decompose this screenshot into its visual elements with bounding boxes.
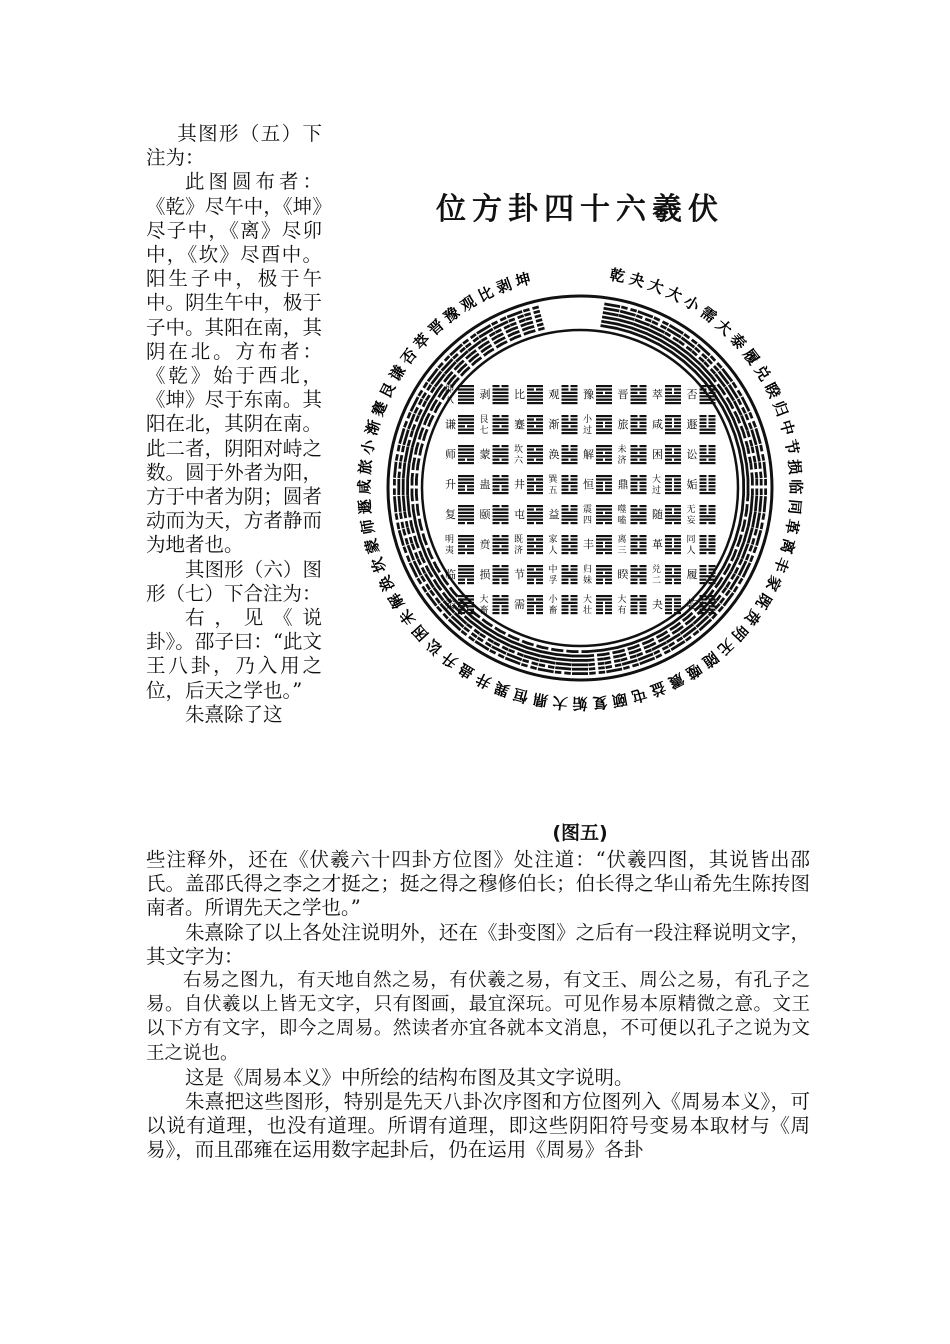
ring-label: 复 <box>591 692 609 713</box>
ring-label: 屯 <box>629 684 649 706</box>
ring-label: 随 <box>698 647 722 672</box>
square-hexagram <box>700 445 716 464</box>
body-text <box>146 848 810 1163</box>
square-label: 震四 <box>583 505 593 526</box>
ring-label: 节 <box>781 438 802 457</box>
ring-label: 无 <box>714 635 738 659</box>
square-hexagram <box>596 475 612 494</box>
ring-label: 井 <box>472 669 495 693</box>
square-label: 谦 <box>445 418 456 431</box>
square-label: 观 <box>548 388 560 401</box>
square-label: 恒 <box>583 478 594 491</box>
body-paragraph-5: 朱熹把这些图形，特别是先天八卦次序图和方位图列入《周易本义》，可以说有道理，也没有道理。所谓有道理，即这些阴阳符号变易本取材与《周易》，而且邵雍在运用数字起卦后，仍在运用《周易》各卦 <box>146 1090 810 1162</box>
square-hexagram <box>631 445 647 464</box>
square-label: 鼎 <box>617 478 629 491</box>
square-label: 比 <box>514 388 525 401</box>
ring-label: 恒 <box>511 684 531 706</box>
square-label: 巽五 <box>548 475 558 496</box>
square-hexagram <box>631 475 647 494</box>
square-label: 随 <box>652 508 663 521</box>
left-paragraph-5: 朱熹除了这 <box>185 702 283 726</box>
figure-title: 位方卦四十六羲伏 <box>436 192 724 227</box>
ring-label: 震 <box>665 669 688 693</box>
square-label: 升 <box>445 478 456 491</box>
ring-label: 未 <box>395 605 420 629</box>
body-paragraph-4: 这是《周易本义》中所绘的结构布图及其文字说明。 <box>185 1065 634 1089</box>
square-label: 遯 <box>686 418 698 431</box>
square-label: 小畜 <box>548 595 558 616</box>
ring-label: 大 <box>645 275 667 298</box>
ring-label: 乾 <box>608 265 627 286</box>
square-label: 益 <box>548 508 560 521</box>
ring-label: 同 <box>785 498 805 516</box>
square-hexagram <box>665 565 681 584</box>
hexagram-diagram <box>340 170 820 810</box>
square-hexagram <box>562 565 578 584</box>
square-label: 革 <box>652 538 663 551</box>
square-hexagram <box>493 595 509 614</box>
left-text-column <box>146 122 322 727</box>
square-label: 泰 <box>445 598 456 611</box>
body-paragraph-3: 右易之图九，有天地自然之易，有伏羲之易，有文王、周公之易，有孔子之易。自伏羲以上皆无文字，只有图画，最宜深玩。可见作易本原精微之意。文王以下方有文字，即今之周易。然读者亦宜各就本文消息，不可便以孔子之说为文王之说也。 <box>146 970 810 1064</box>
square-label: 渐 <box>548 418 560 431</box>
square-label: 蒙 <box>479 448 491 461</box>
square-label: 蹇 <box>514 418 525 431</box>
square-hexagram <box>527 595 543 614</box>
square-label: 晋 <box>617 388 629 401</box>
ring-label: 既 <box>752 589 776 612</box>
square-label: 无妄 <box>686 505 696 526</box>
square-label: 蛊 <box>479 478 491 491</box>
square-label: 坤八 <box>445 385 455 406</box>
square-hexagram <box>631 505 647 524</box>
ring-label: 旅 <box>355 458 376 476</box>
ring-label: 大 <box>712 315 736 340</box>
square-hexagram <box>493 385 509 404</box>
square-hexagram <box>665 385 681 404</box>
square-hexagram <box>458 565 474 584</box>
square-hexagram <box>562 505 578 524</box>
square-label: 需 <box>514 598 525 611</box>
square-hexagram <box>665 415 681 434</box>
ring-label: 观 <box>457 292 480 316</box>
square-label: 讼 <box>686 448 698 461</box>
square-hexagram <box>631 535 647 554</box>
ring-label: 小 <box>358 438 379 457</box>
square-hexagram <box>458 445 474 464</box>
ring-label: 豫 <box>440 303 463 327</box>
square-label: 噬嗑 <box>617 505 627 526</box>
ring-hexagram <box>393 462 419 480</box>
figure-five <box>340 170 820 850</box>
square-label: 夬 <box>652 598 663 611</box>
square-label: 剥 <box>479 388 491 401</box>
square-label: 乾 <box>686 598 698 611</box>
figure-caption: (图五) <box>552 822 608 844</box>
square-label: 大壮 <box>583 595 593 616</box>
ring-hexagram <box>572 650 588 675</box>
square-hexagram <box>458 415 474 434</box>
ring-label: 归 <box>769 398 792 420</box>
square-label: 兑二 <box>652 565 662 586</box>
ring-label: 兑 <box>750 362 775 385</box>
square-hexagram <box>527 565 543 584</box>
ring-hexagram <box>393 479 418 495</box>
square-label: 解 <box>583 448 594 461</box>
square-hexagram <box>562 535 578 554</box>
square-hexagram <box>458 535 474 554</box>
ring-hexagram <box>741 462 767 480</box>
ring-label: 噬 <box>682 659 705 683</box>
ring-label: 蛊 <box>455 659 478 683</box>
ring-hexagram <box>602 646 622 673</box>
square-label: 未济 <box>617 445 627 466</box>
square-label: 履 <box>686 568 698 581</box>
ring-label: 否 <box>397 345 421 369</box>
square-label: 家人 <box>548 535 558 556</box>
ring-hexagram <box>393 494 419 512</box>
square-hexagram <box>700 415 716 434</box>
ring-label: 大 <box>551 692 569 713</box>
square-label: 豫 <box>583 388 594 401</box>
ring-label: 损 <box>784 458 805 476</box>
square-label: 明夷 <box>445 535 455 556</box>
square-label: 否 <box>686 388 698 401</box>
square-hexagram <box>562 385 578 404</box>
square-hexagram <box>596 595 612 614</box>
square-label: 旅 <box>617 418 629 431</box>
square-label: 大过 <box>652 475 662 496</box>
square-hexagram <box>493 445 509 464</box>
ring-label: 解 <box>384 589 408 612</box>
ring-label: 贲 <box>740 605 765 629</box>
ring-label: 咸 <box>355 479 374 495</box>
square-hexagram <box>631 595 647 614</box>
ring-label: 讼 <box>422 635 446 659</box>
ring-label: 坤 <box>513 269 533 291</box>
square-hexagram <box>527 505 543 524</box>
ring-label: 履 <box>739 345 763 369</box>
ring-hexagram <box>555 649 573 675</box>
square-label: 咸 <box>652 418 663 431</box>
square-label: 艮七 <box>479 415 489 436</box>
square-hexagram <box>631 385 647 404</box>
ring-hexagram <box>742 479 767 495</box>
body-paragraph-1: 些注释外，还在《伏羲六十四卦方位图》处注道：“伏羲四图，其说皆出邵氏。盖邵氏得之李之才挺之；挺之得之穆修伯长；伯长得之华山希先生陈抟图南者。所谓先天之学也。” <box>146 848 810 920</box>
square-hexagram <box>458 475 474 494</box>
square-label: 贲 <box>479 538 491 551</box>
square-hexagram <box>493 415 509 434</box>
square-hexagram <box>596 535 612 554</box>
ring-hexagram <box>741 494 767 512</box>
square-hexagram <box>562 445 578 464</box>
ring-label: 鼎 <box>531 689 550 711</box>
square-label: 节 <box>514 568 525 581</box>
square-hexagram <box>458 505 474 524</box>
square-hexagram <box>596 505 612 524</box>
square-hexagram <box>665 535 681 554</box>
ring-label: 巽 <box>491 677 513 700</box>
ring-label: 中 <box>776 417 798 438</box>
square-hexagram <box>458 385 474 404</box>
square-hexagram <box>596 565 612 584</box>
square-label: 姤 <box>686 478 698 491</box>
square-label: 既济 <box>514 535 524 556</box>
square-label: 大有 <box>617 595 627 616</box>
ring-label: 谦 <box>385 362 410 385</box>
square-hexagram <box>527 385 543 404</box>
ring-label: 坎 <box>367 554 390 576</box>
ring-hexagram <box>538 646 558 673</box>
square-hexagram <box>596 385 612 404</box>
square-hexagram <box>493 565 509 584</box>
ring-label: 丰 <box>770 554 793 576</box>
square-hexagram <box>700 475 716 494</box>
ring-label: 泰 <box>726 329 750 354</box>
body-paragraph-2: 朱熹除了以上各处注说明外，还在《卦变图》之后有一段注释说明文字，其文字为： <box>146 920 810 968</box>
square-label: 小过 <box>583 415 593 436</box>
ring-label: 渐 <box>362 417 384 438</box>
square-hexagram <box>665 445 681 464</box>
ring-label: 夬 <box>627 269 647 291</box>
ring-label: 艮 <box>376 379 400 402</box>
square-hexagram <box>665 505 681 524</box>
square-label: 复 <box>445 508 456 521</box>
ring-label: 睽 <box>760 379 784 402</box>
square-hexagram <box>493 535 509 554</box>
ring-label: 遯 <box>355 498 375 516</box>
square-label: 丰 <box>583 538 594 551</box>
square-label: 大畜 <box>479 595 489 616</box>
ring-label: 家 <box>761 572 785 595</box>
square-hexagram <box>596 445 612 464</box>
ring-label: 师 <box>357 517 379 536</box>
ring-label: 剥 <box>493 275 515 298</box>
square-hexagram <box>631 565 647 584</box>
square-hexagram <box>527 445 543 464</box>
square-label: 损 <box>479 568 491 581</box>
ring-label: 离 <box>776 536 799 556</box>
ring-label: 需 <box>697 303 720 327</box>
ring-label: 比 <box>475 282 497 306</box>
square-hexagram <box>527 535 543 554</box>
square-label: 坎六 <box>514 445 524 466</box>
ring-label: 大 <box>663 282 685 306</box>
ring-label: 颐 <box>610 689 629 711</box>
ring-label: 蹇 <box>368 398 391 420</box>
ring-label: 困 <box>408 621 433 645</box>
ring-hexagram <box>600 302 620 329</box>
square-label: 萃 <box>652 388 663 401</box>
ring-label: 涣 <box>375 572 399 595</box>
square-hexagram <box>527 415 543 434</box>
square-hexagram <box>700 535 716 554</box>
ring-label: 革 <box>781 517 803 536</box>
square-hexagram <box>493 475 509 494</box>
square-label: 颐 <box>479 508 491 521</box>
ring-label: 升 <box>438 647 462 672</box>
left-paragraph-3: 其图形（六）图形（七）下合注为： <box>146 557 322 605</box>
square-hexagram <box>562 475 578 494</box>
ring-label: 萃 <box>410 329 434 354</box>
left-paragraph-4: 右，见《说卦》。邵子曰：“此文王八卦，乃入用之位，后天之学也。” <box>146 606 322 702</box>
square-label: 同人 <box>686 535 696 556</box>
square-hexagram <box>562 415 578 434</box>
square-label: 屯 <box>514 508 525 521</box>
ring-label: 明 <box>727 621 752 645</box>
left-paragraph-2: 此图圆布者：《乾》尽午中，《坤》尽子中，《离》尽卯中，《坎》尽酉中。阳生子中，极于午中。阴生午中，极于子中。其阳在南，其阴在北。方布者：《乾》始于西北，《坤》尽于东南。其阳在北，其阴在南。此二者，阴阳对峙之数。圆于外者为阳，方于中者为阴；圆者动而为天，方者静而为地者也。 <box>146 170 322 557</box>
square-hexagram <box>700 505 716 524</box>
square-hexagram <box>665 475 681 494</box>
square-label: 涣 <box>548 448 560 461</box>
ring-label: 临 <box>786 479 805 495</box>
square-label: 困 <box>652 448 663 461</box>
square-label: 师 <box>445 448 456 461</box>
ring-label: 晋 <box>424 315 448 340</box>
square-hexagram <box>596 415 612 434</box>
square-hexagram <box>493 505 509 524</box>
ring-label: 姤 <box>572 694 588 713</box>
square-hexagram <box>562 595 578 614</box>
square-label: 归妹 <box>583 565 593 586</box>
square-label: 临 <box>445 568 456 581</box>
square-label: 睽 <box>617 568 629 581</box>
square-label: 中孚 <box>548 565 558 586</box>
ring-label: 益 <box>647 677 669 700</box>
square-label: 离三 <box>617 535 627 556</box>
ring-hexagram <box>587 649 605 675</box>
ring-label: 小 <box>680 292 703 316</box>
ring-label: 蒙 <box>361 536 384 556</box>
left-paragraph-1: 其图形（五）下注为： <box>146 122 322 170</box>
square-hexagram <box>631 415 647 434</box>
square-label: 井 <box>514 478 525 491</box>
square-hexagram <box>527 475 543 494</box>
